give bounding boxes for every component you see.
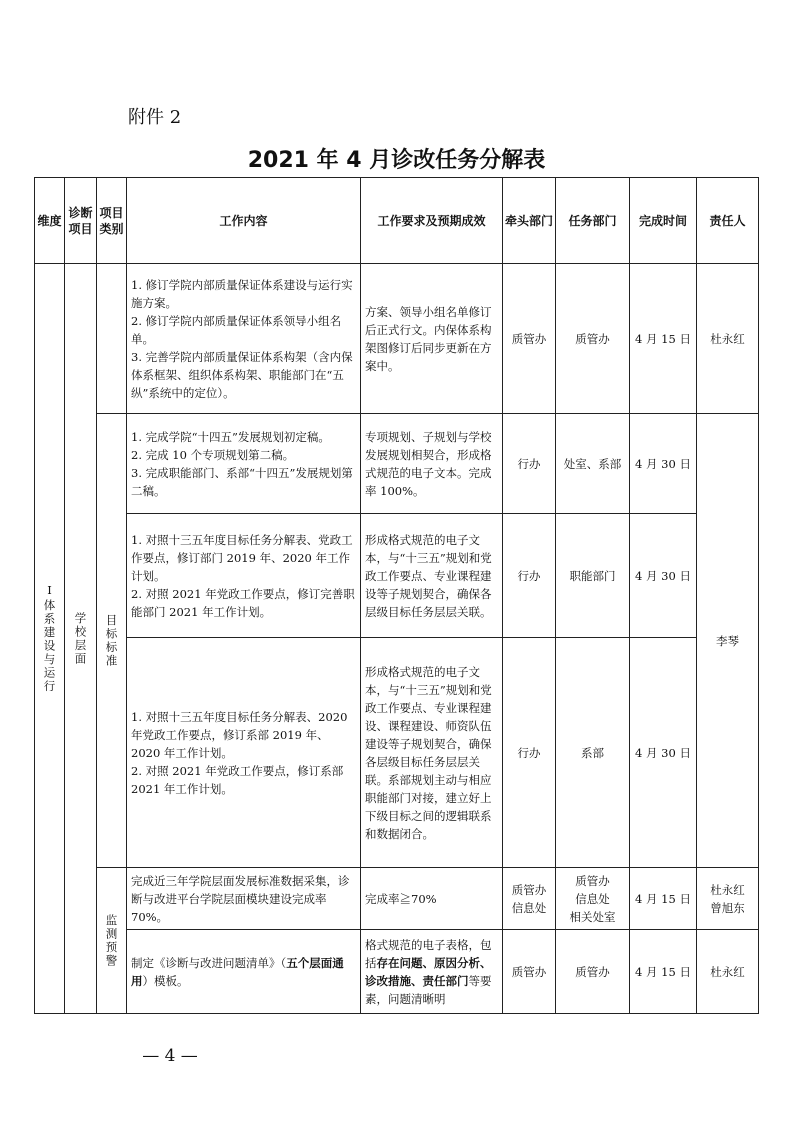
time-cell: 4 月 30 日	[630, 638, 697, 868]
owner-cell: 杜永红 曾旭东	[697, 868, 759, 930]
header-lead: 牵头部门	[503, 178, 556, 264]
document-title: 2021 年 4 月诊改任务分解表	[247, 148, 546, 173]
lead-cell: 行办	[503, 638, 556, 868]
table-row	[35, 414, 759, 514]
lead-cell: 质管办	[503, 930, 556, 1014]
lead-cell: 行办	[503, 414, 556, 514]
header-time: 完成时间	[630, 178, 697, 264]
task-cell: 质管办	[556, 264, 630, 414]
time-cell: 4 月 30 日	[630, 514, 697, 638]
item-cell: 学校层面	[65, 264, 97, 1014]
requirement-cell: 完成率≧70%	[361, 868, 503, 930]
time-cell: 4 月 15 日	[630, 868, 697, 930]
content-cell: 1. 完成学院“十四五”发展规划初定稿。 2. 完成 10 个专项规划第二稿。 3. 完成职能部门、系部“十四五”发展规划第二稿。	[127, 414, 361, 514]
table-row	[35, 514, 759, 638]
attachment-label: 附件 2	[128, 107, 182, 128]
dimension-cell: Ⅰ体系建设与运行	[35, 264, 65, 1014]
table-row	[35, 264, 759, 414]
requirement-cell: 方案、领导小组名单修订后正式行文。内保体系构架图修订后同步更新在方案中。	[361, 264, 503, 414]
content-cell: 1. 对照十三五年度目标任务分解表、党政工作要点，修订部门 2019 年、2020 年工作计划。 2. 对照 2021 年党政工作要点，修订完善职能部门 2021 年工作计划。	[127, 514, 361, 638]
content-cell: 制定《诊断与改进问题清单》（五个层面通用）模板。	[127, 930, 361, 1014]
task-cell: 处室、系部	[556, 414, 630, 514]
content-cell: 1. 对照十三五年度目标任务分解表、2020 年党政工作要点，修订系部 2019 年、2020 年工作计划。 2. 对照 2021 年党政工作要点，修订系部 2021 年工作计划。	[127, 638, 361, 868]
requirement-cell: 形成格式规范的电子文本，与“十三五”规划和党政工作要点、专业课程建设等子规划契合，确保各层级目标任务层层关联。	[361, 514, 503, 638]
content-cell: 完成近三年学院层面发展标准数据采集，诊断与改进平台学院层面模块建设完成率 70%。	[127, 868, 361, 930]
owner-cell-shared: 李琴	[697, 414, 759, 868]
content-cell: 1. 修订学院内部质量保证体系建设与运行实施方案。 2. 修订学院内部质量保证体系领导小组名单。 3. 完善学院内部质量保证体系构架（含内保体系框架、组织体系构架、职能部门在“五纵”系统中的定位）。	[127, 264, 361, 414]
header-owner: 责任人	[697, 178, 759, 264]
header-task-dept: 任务部门	[556, 178, 630, 264]
header-requirement: 工作要求及预期成效	[361, 178, 503, 264]
header-item: 诊断项目	[65, 178, 97, 264]
lead-cell: 行办	[503, 514, 556, 638]
task-cell: 系部	[556, 638, 630, 868]
category-blank	[97, 264, 127, 414]
category-cell-target: 目标标准	[97, 414, 127, 868]
time-cell: 4 月 15 日	[630, 264, 697, 414]
task-table	[34, 177, 759, 1014]
owner-cell: 杜永红	[697, 264, 759, 414]
lead-cell: 质管办 信息处	[503, 868, 556, 930]
header-row	[35, 178, 759, 264]
requirement-cell: 形成格式规范的电子文本，与“十三五”规划和党政工作要点、专业课程建设、课程建设、师资队伍建设等子规划契合，确保各层级目标任务层层关联。系部规划主动与相应职能部门对接，建立好上下级目标之间的逻辑联系和数据闭合。	[361, 638, 503, 868]
task-cell: 质管办 信息处 相关处室	[556, 868, 630, 930]
task-cell: 质管办	[556, 930, 630, 1014]
table-row	[35, 638, 759, 868]
header-dimension: 维度	[35, 178, 65, 264]
table-row	[35, 930, 759, 1014]
header-category: 项目类别	[97, 178, 127, 264]
owner-cell: 杜永红	[697, 930, 759, 1014]
time-cell: 4 月 30 日	[630, 414, 697, 514]
lead-cell: 质管办	[503, 264, 556, 414]
page-number: — 4 —	[142, 1046, 198, 1066]
time-cell: 4 月 15 日	[630, 930, 697, 1014]
header-content: 工作内容	[127, 178, 361, 264]
table-row	[35, 868, 759, 930]
category-cell-monitor: 监测预警	[97, 868, 127, 1014]
requirement-cell: 专项规划、子规划与学校发展规划相契合，形成格式规范的电子文本。完成率 100%。	[361, 414, 503, 514]
requirement-cell: 格式规范的电子表格，包括存在问题、原因分析、诊改措施、责任部门等要素，问题清晰明	[361, 930, 503, 1014]
task-cell: 职能部门	[556, 514, 630, 638]
